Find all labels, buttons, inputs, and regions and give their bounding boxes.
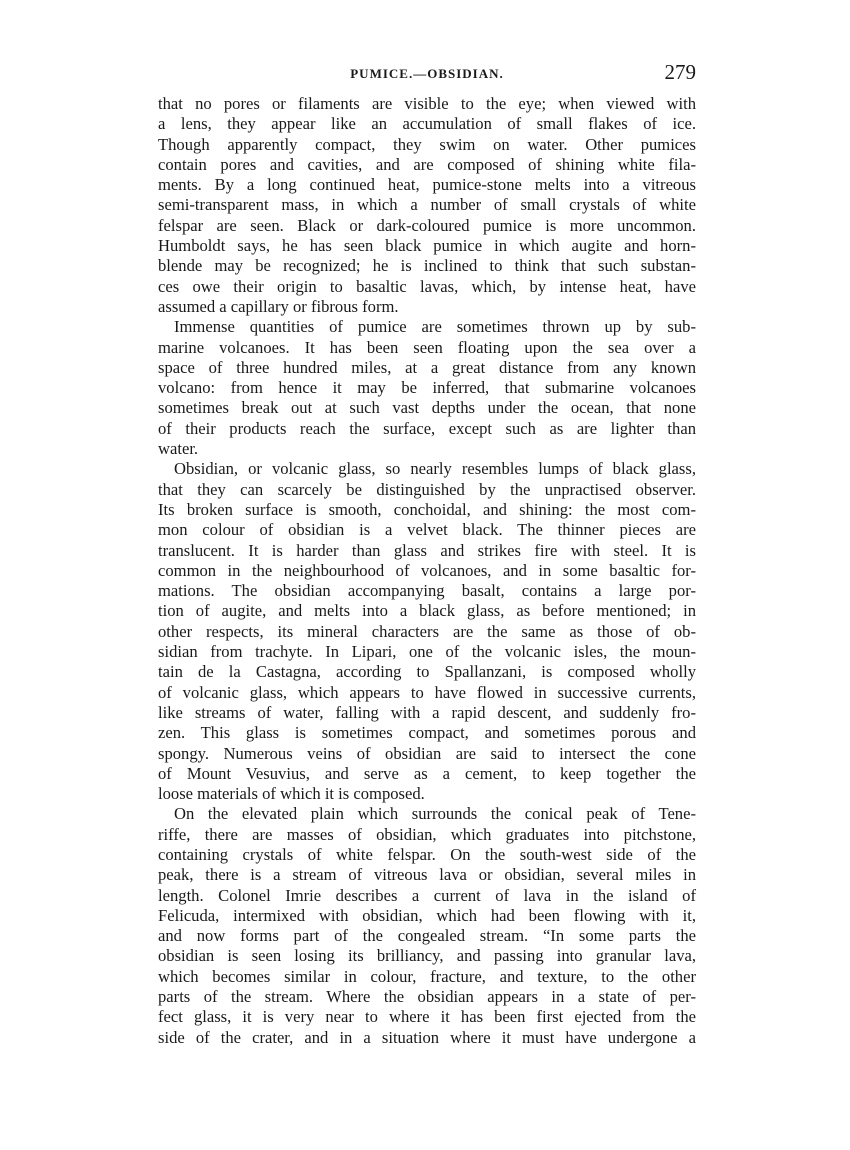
text-line: semi-transparent mass, in which a number of small crystals of white [158,195,696,215]
page-number: 279 [664,60,696,84]
text-line: of volcanic glass, which appears to have flowed in successive currents, [158,682,696,702]
running-title: PUMICE.—OBSIDIAN. [350,66,504,81]
text-line: length. Colonel Imrie describes a current of lava in the island of [158,885,696,905]
text-line: that they can scarcely be distinguished by the unpractised observer. [158,479,696,499]
text-line: mon colour of obsidian is a velvet black. The thinner pieces are [158,520,696,540]
text-line: which becomes similar in colour, fracture, and texture, to the other [158,966,696,986]
text-line: ments. By a long continued heat, pumice-stone melts into a vitreous [158,175,696,195]
paragraph-first-line: Obsidian, or volcanic glass, so nearly resembles lumps of black glass, [174,459,696,479]
text-line: sometimes break out at such vast depths under the ocean, that none [158,398,696,418]
text-line: volcano: from hence it may be inferred, that submarine volcanoes [158,378,696,398]
text-line: Its broken surface is smooth, conchoidal, and shining: the most com- [158,499,696,519]
text-line: obsidian is seen losing its brilliancy, and passing into granular lava, [158,946,696,966]
text-line: water. [158,439,199,459]
text-line: of their products reach the surface, except such as are lighter than [158,418,696,438]
text-line: peak, there is a stream of vitreous lava or obsidian, several miles in [158,865,696,885]
text-line: other respects, its mineral characters are the same as those of ob- [158,621,696,641]
text-line: sidian from trachyte. In Lipari, one of the volcanic isles, the moun- [158,642,696,662]
text-line: of Mount Vesuvius, and serve as a cement, to keep together the [158,763,696,783]
text-line: tain de la Castagna, according to Spallanzani, is composed wholly [158,662,696,682]
text-line: Though apparently compact, they swim on water. Other pumices [158,134,696,154]
body-text [158,94,696,1048]
text-line: translucent. It is harder than glass and strikes fire with steel. It is [158,540,696,560]
running-head [158,60,696,90]
book-page [158,60,696,1048]
text-line: space of three hundred miles, at a great distance from any known [158,357,696,377]
text-line: that no pores or filaments are visible to the eye; when viewed with [158,94,696,113]
text-line: zen. This glass is sometimes compact, and sometimes porous and [158,723,696,743]
paragraph-first-line: On the elevated plain which surrounds the conical peak of Tene- [174,804,696,824]
text-line: common in the neighbourhood of volcanoes, and in some basaltic for- [158,560,696,580]
text-line: assumed a capillary or fibrous form. [158,296,399,316]
text-line: like streams of water, falling with a rapid descent, and suddenly fro- [158,702,696,722]
text-line: and now forms part of the congealed stream. “In some parts the [158,926,696,946]
text-line: parts of the stream. Where the obsidian appears in a state of per- [158,987,696,1007]
text-line: side of the crater, and in a situation where it must have undergone a [158,1027,696,1047]
text-line: fect glass, it is very near to where it has been first ejected from the [158,1007,696,1027]
text-line: a lens, they appear like an accumulation of small flakes of ice. [158,114,696,134]
text-line: blende may be recognized; he is inclined to think that such substan- [158,256,696,276]
text-line: riffe, there are masses of obsidian, which graduates into pitchstone, [158,824,696,844]
text-line: felspar are seen. Black or dark-coloured pumice is more uncommon. [158,215,696,235]
text-line: spongy. Numerous veins of obsidian are said to intersect the cone [158,743,696,763]
text-line: contain pores and cavities, and are composed of shining white fila- [158,154,696,174]
text-line: containing crystals of white felspar. On the south-west side of the [158,844,696,864]
text-line: mations. The obsidian accompanying basalt, contains a large por- [158,581,696,601]
text-line: Felicuda, intermixed with obsidian, which had been flowing with it, [158,905,696,925]
text-line: loose materials of which it is composed. [158,784,425,804]
text-line: Humboldt says, he has seen black pumice in which augite and horn- [158,236,696,256]
paragraph-first-line: Immense quantities of pumice are sometimes thrown up by sub- [174,317,696,337]
text-line: tion of augite, and melts into a black glass, as before mentioned; in [158,601,696,621]
text-line: marine volcanoes. It has been seen floating upon the sea over a [158,337,696,357]
text-line: ces owe their origin to basaltic lavas, which, by intense heat, have [158,276,696,296]
